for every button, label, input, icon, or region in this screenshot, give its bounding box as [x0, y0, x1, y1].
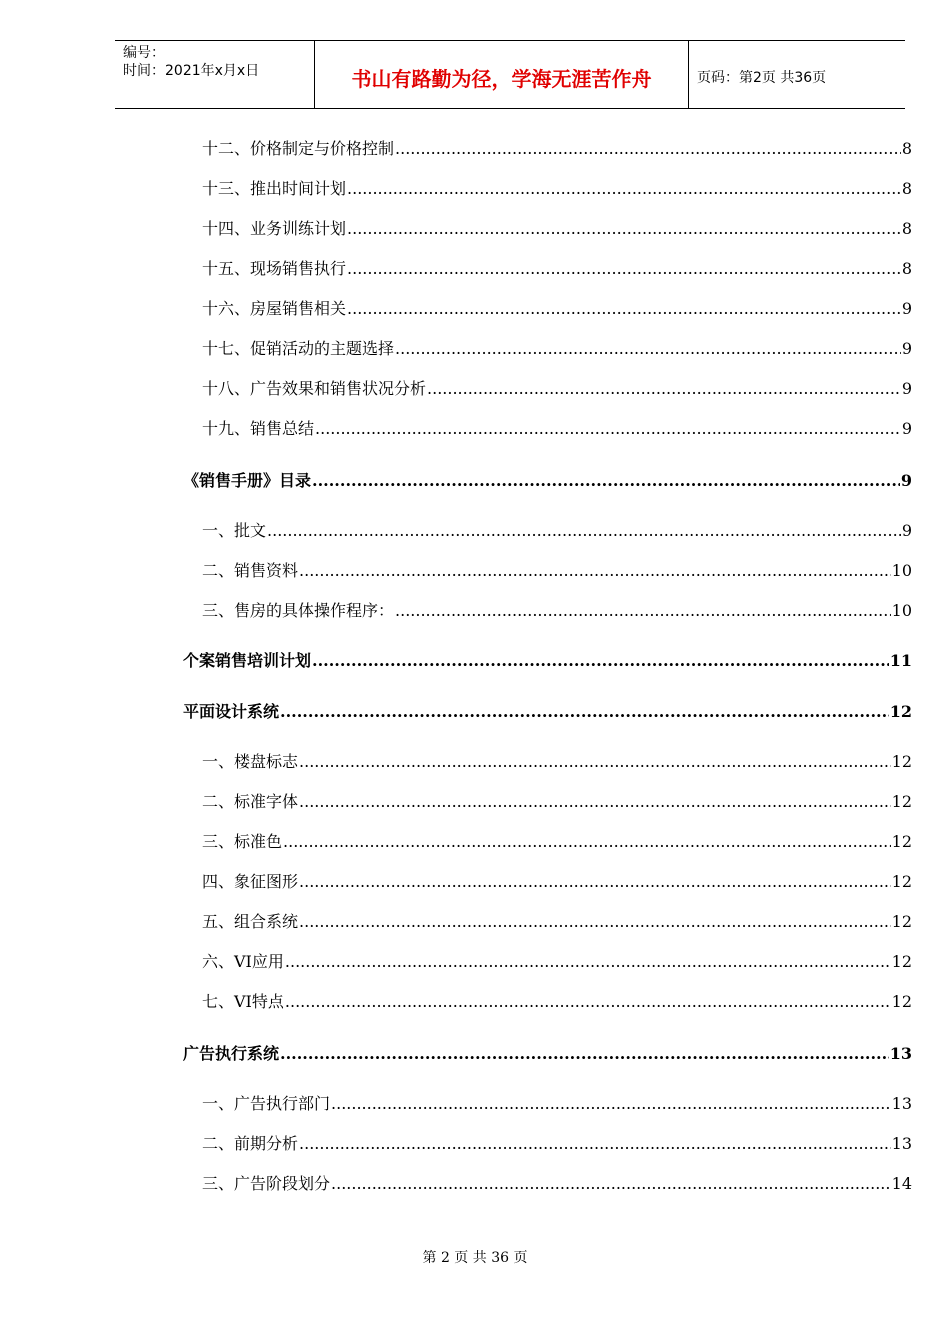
toc-entry-page: 8 [901, 219, 912, 238]
toc-entry[interactable] [202, 1093, 912, 1115]
toc-leader-dots [347, 258, 901, 280]
toc-entry-title: 一、批文 [202, 521, 267, 540]
toc-leader-dots [285, 991, 891, 1013]
toc-entry[interactable] [202, 138, 912, 160]
toc-entry[interactable] [202, 1133, 912, 1155]
toc-entry-page: 9 [901, 521, 912, 540]
toc-leader-dots [299, 560, 891, 582]
toc-entry[interactable] [202, 871, 912, 893]
toc-entry-page: 12 [891, 792, 912, 811]
toc-entry[interactable] [202, 751, 912, 773]
toc-entry[interactable] [202, 520, 912, 542]
toc-entry[interactable] [202, 178, 912, 200]
toc-entry[interactable] [202, 831, 912, 853]
toc-entry-page: 9 [901, 299, 912, 318]
toc-entry[interactable] [202, 560, 912, 582]
header-motto: 书山有路勤为径，学海无涯苦作舟 [315, 41, 689, 108]
toc-entry-title: 二、前期分析 [202, 1134, 299, 1153]
toc-entry-page: 11 [889, 651, 912, 670]
toc-entry-page: 14 [891, 1174, 912, 1193]
toc-entry[interactable] [202, 911, 912, 933]
toc-entry-page: 13 [889, 1044, 912, 1063]
toc-leader-dots [299, 1133, 891, 1155]
toc-entry[interactable] [183, 701, 912, 723]
toc-entry-page: 8 [901, 179, 912, 198]
toc-entry-page: 12 [891, 752, 912, 771]
toc-entry-title: 十五、现场销售执行 [202, 259, 347, 278]
toc-entry-title: 十四、业务训练计划 [202, 219, 347, 238]
toc-leader-dots [285, 951, 891, 973]
toc-entry-page: 12 [891, 832, 912, 851]
toc-entry-title: 一、楼盘标志 [202, 752, 299, 771]
toc-leader-dots [312, 470, 900, 492]
toc-entry[interactable] [183, 1043, 912, 1065]
header-code: 编号： [123, 45, 165, 61]
toc-entry-page: 12 [891, 912, 912, 931]
toc-entry-title: 二、销售资料 [202, 561, 299, 580]
toc-entry[interactable] [183, 650, 912, 672]
toc-leader-dots [267, 520, 901, 542]
toc-entry[interactable] [202, 991, 912, 1013]
header-date: 时间：2021年x月x日 [123, 63, 260, 79]
toc-entry-title: 三、标准色 [202, 832, 283, 851]
toc-entry[interactable] [202, 338, 912, 360]
toc-entry[interactable] [202, 418, 912, 440]
toc-entry-title: 一、广告执行部门 [202, 1094, 331, 1113]
toc-entry-page: 10 [891, 601, 912, 620]
toc-leader-dots [347, 298, 901, 320]
toc-entry[interactable] [202, 791, 912, 813]
toc-entry-page: 13 [891, 1134, 912, 1153]
toc-leader-dots [280, 701, 889, 723]
toc-entry-page: 8 [901, 259, 912, 278]
toc-entry-title: 二、标准字体 [202, 792, 299, 811]
toc-entry[interactable] [183, 470, 912, 492]
toc-entry-page: 12 [891, 952, 912, 971]
toc-leader-dots [331, 1093, 891, 1115]
toc-leader-dots [395, 338, 901, 360]
toc-entry-title: 个案销售培训计划 [183, 651, 312, 670]
toc-entry-page: 8 [901, 139, 912, 158]
toc-entry-page: 9 [900, 471, 912, 490]
toc-entry[interactable] [202, 298, 912, 320]
toc-entry-title: 四、象征图形 [202, 872, 299, 891]
toc-leader-dots [312, 650, 889, 672]
page-footer: 第 2 页 共 36 页 [422, 1250, 528, 1266]
toc-entry-title: 六、VI应用 [202, 952, 284, 971]
toc-entry[interactable] [202, 600, 912, 622]
toc-leader-dots [299, 751, 891, 773]
toc-entry[interactable] [202, 378, 912, 400]
toc-entry-title: 十八、广告效果和销售状况分析 [202, 379, 427, 398]
header-meta [115, 41, 315, 108]
toc-entry-title: 平面设计系统 [183, 702, 280, 721]
toc-leader-dots [347, 178, 901, 200]
toc-entry-title: 三、售房的具体操作程序： [202, 601, 395, 620]
toc-leader-dots [299, 791, 891, 813]
toc-leader-dots [280, 1043, 889, 1065]
toc-entry-title: 十三、推出时间计划 [202, 179, 347, 198]
toc-entry-title: 十七、促销活动的主题选择 [202, 339, 395, 358]
toc-entry-page: 9 [901, 339, 912, 358]
toc-entry-title: 十二、价格制定与价格控制 [202, 139, 395, 158]
toc-entry-page: 9 [901, 379, 912, 398]
toc-entry[interactable] [202, 258, 912, 280]
toc-entry-title: 五、组合系统 [202, 912, 299, 931]
toc-leader-dots [331, 1173, 891, 1195]
toc-leader-dots [299, 871, 891, 893]
header-page-info: 页码：第2页 共36页 [697, 69, 827, 86]
toc-entry-page: 12 [889, 702, 912, 721]
toc-leader-dots [427, 378, 901, 400]
toc-entry-page: 10 [891, 561, 912, 580]
toc-entry-title: 《销售手册》目录 [183, 471, 312, 490]
toc-leader-dots [315, 418, 901, 440]
toc-entry-title: 七、VI特点 [202, 992, 284, 1011]
toc-entry[interactable] [202, 951, 912, 973]
toc-entry-title: 广告执行系统 [183, 1044, 280, 1063]
toc-leader-dots [395, 600, 891, 622]
toc-leader-dots [299, 911, 891, 933]
toc-entry-title: 十六、房屋销售相关 [202, 299, 347, 318]
toc-entry-title: 十九、销售总结 [202, 419, 315, 438]
toc-leader-dots [347, 218, 901, 240]
toc-entry-page: 12 [891, 872, 912, 891]
toc-entry-page: 13 [891, 1094, 912, 1113]
toc-entry-title: 三、广告阶段划分 [202, 1174, 331, 1193]
toc-entry[interactable] [202, 1173, 912, 1195]
toc-entry[interactable] [202, 218, 912, 240]
toc-leader-dots [283, 831, 891, 853]
toc-entry-page: 9 [901, 419, 912, 438]
toc-entry-page: 12 [891, 992, 912, 1011]
page-header [115, 40, 905, 109]
toc-leader-dots [395, 138, 901, 160]
